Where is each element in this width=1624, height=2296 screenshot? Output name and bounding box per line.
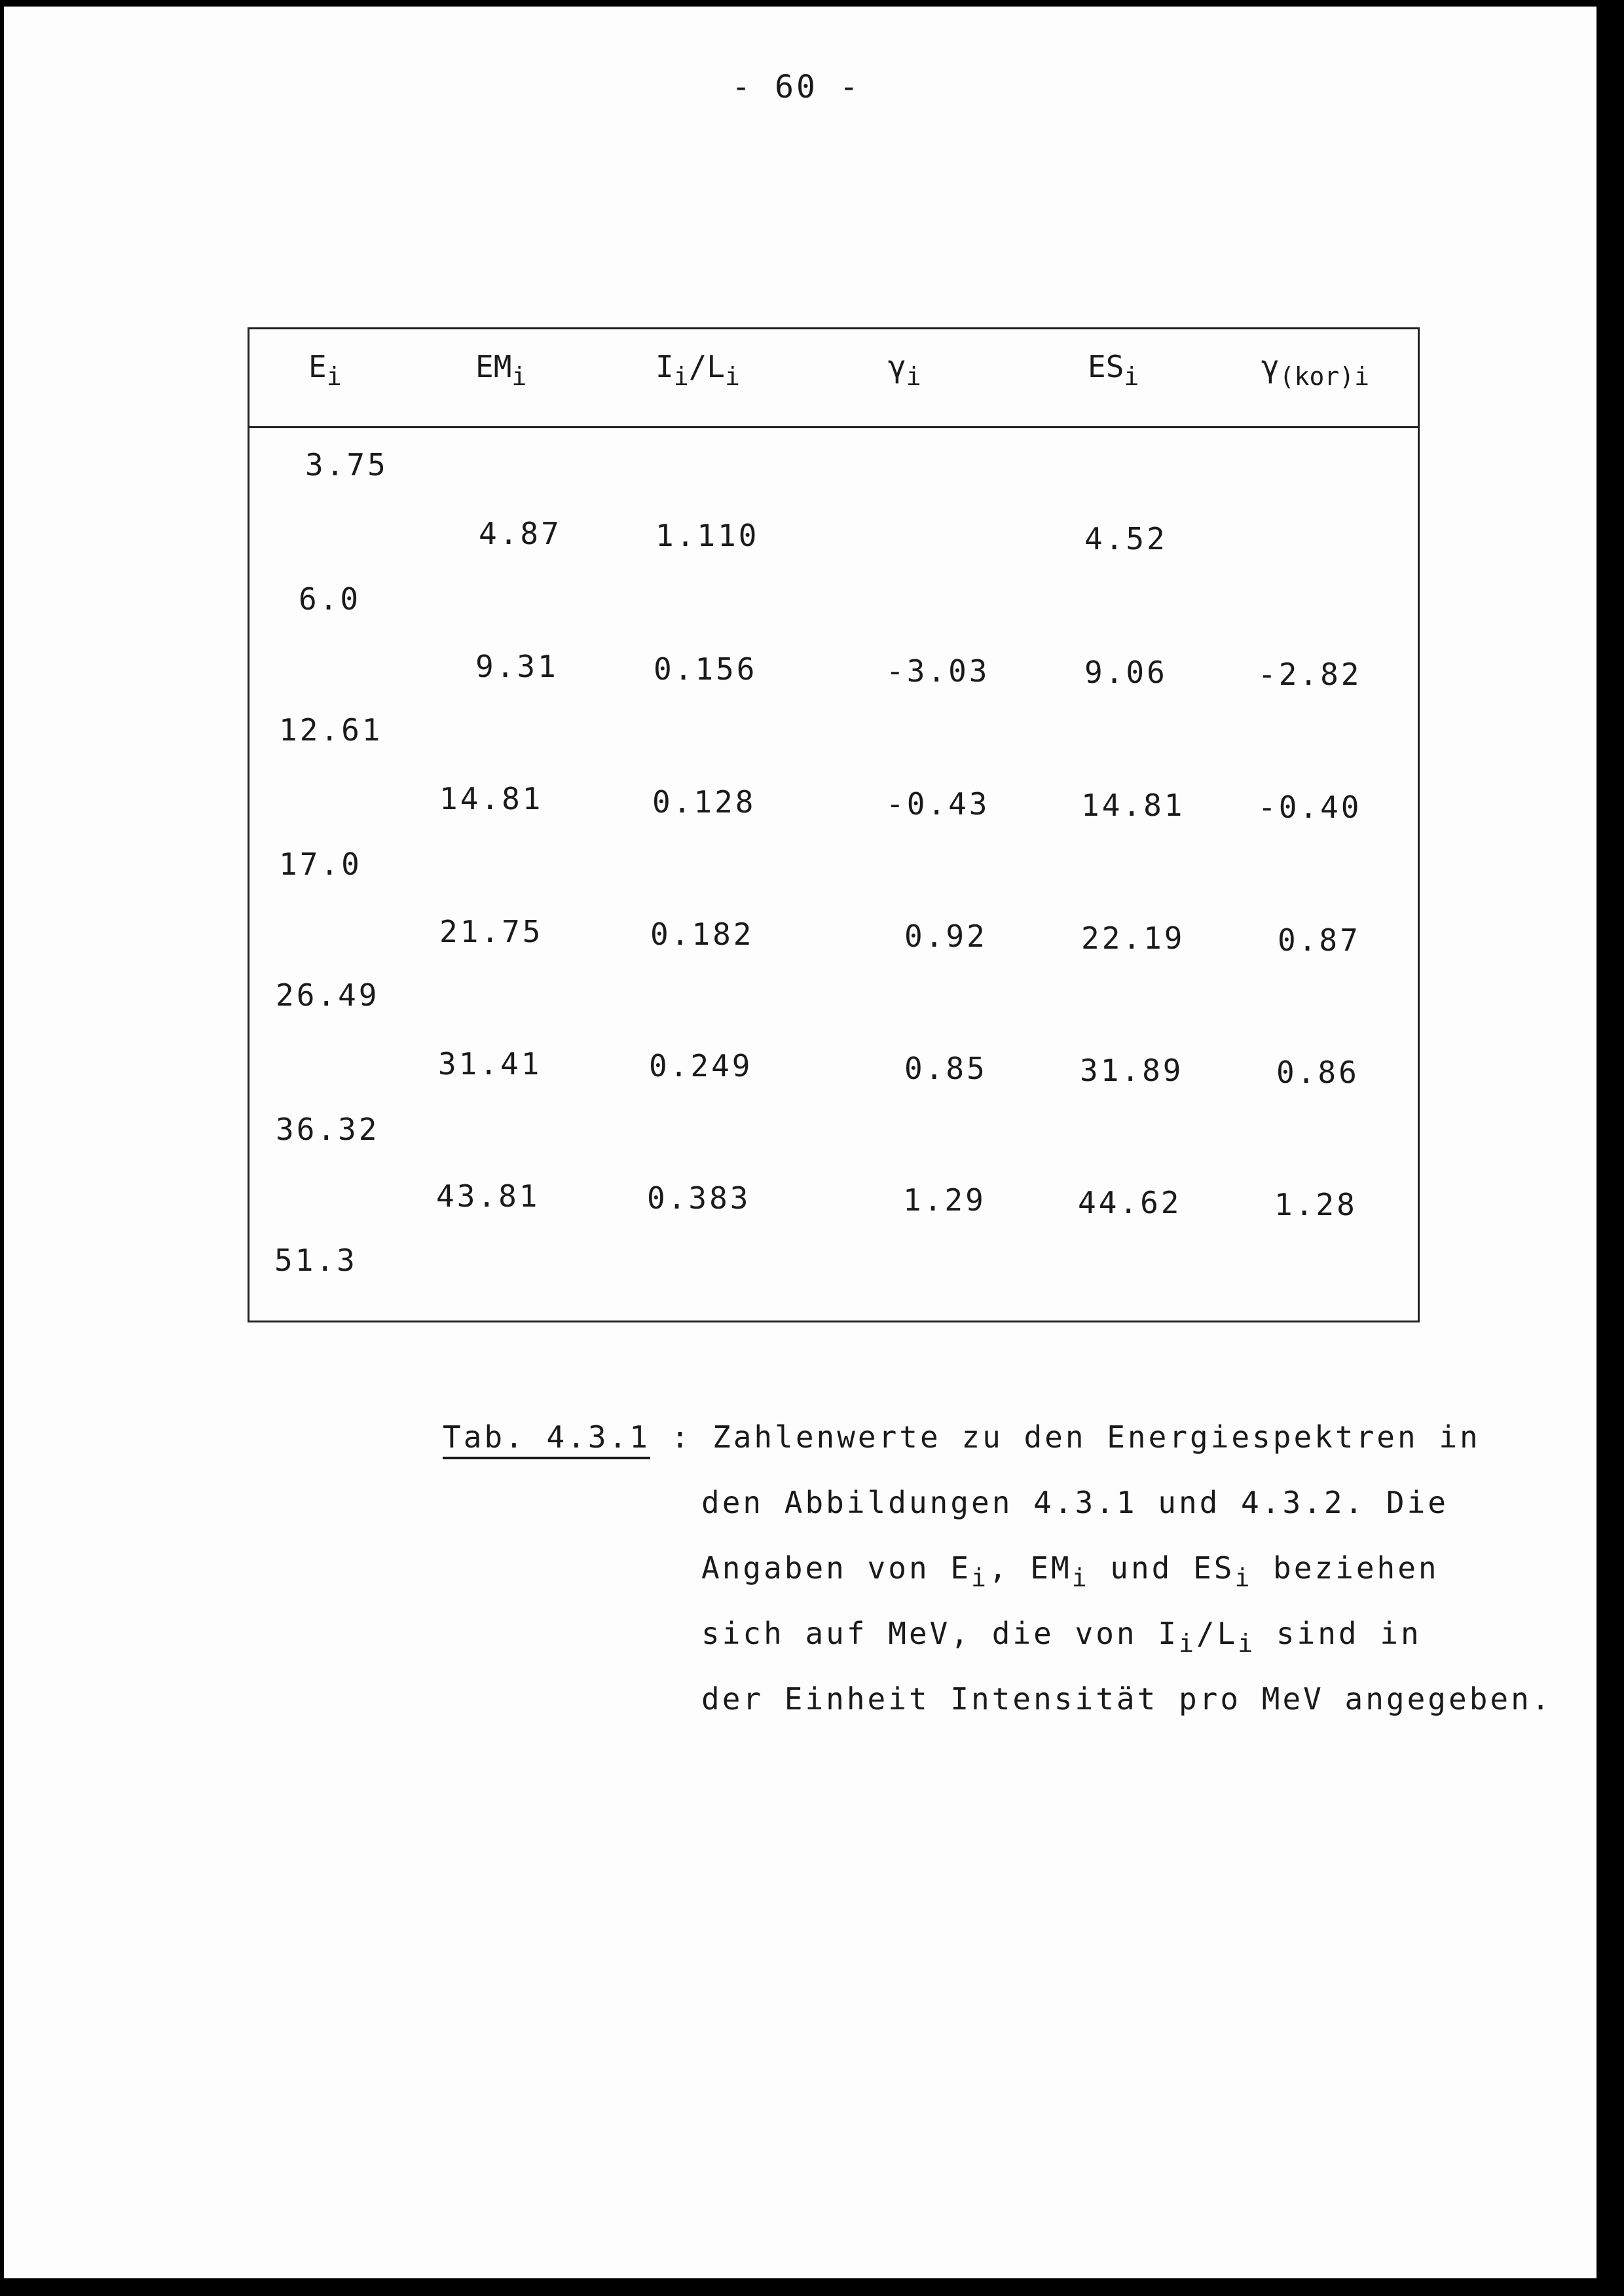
header-e: $E_i$	[308, 349, 342, 391]
il-value: 0.128	[652, 784, 756, 820]
caption-text-line-2: den Abbildungen 4.3.1 und 4.3.2. Die	[701, 1485, 1449, 1520]
caption-text-line-4: sich auf MeV, die von $I_i/L_i$ sind in	[701, 1616, 1422, 1658]
em-value: 21.75	[439, 914, 544, 949]
gamma-value: -3.03	[886, 653, 990, 689]
e-value: 3.75	[305, 447, 388, 483]
es-value: 31.89	[1080, 1053, 1184, 1088]
em-value: 14.81	[439, 781, 544, 816]
gamma-value: 0.92	[904, 919, 987, 954]
em-value: 4.87	[479, 516, 562, 551]
header-em: $EM_i$	[475, 349, 527, 391]
e-value: 51.3	[274, 1243, 358, 1278]
il-value: 0.383	[647, 1180, 751, 1216]
caption-label: Tab. 4.3.1	[443, 1419, 650, 1455]
e-value: 17.0	[279, 847, 362, 882]
e-value: 36.32	[276, 1112, 380, 1147]
em-value: 31.41	[438, 1046, 542, 1082]
gamma-value: 0.85	[904, 1051, 987, 1086]
gamma-kor-value: -2.82	[1258, 657, 1362, 692]
caption-text-line-1: : Zahlenwerte zu den Energiespektren in	[671, 1419, 1481, 1455]
header-gamma-kor: $\gamma_{(kor)i}$	[1261, 349, 1369, 391]
es-value: 9.06	[1084, 655, 1168, 690]
il-value: 0.156	[654, 651, 758, 687]
caption-text-line-5: der Einheit Intensität pro MeV angegeben.	[701, 1681, 1553, 1717]
es-value: 44.62	[1078, 1185, 1182, 1220]
es-value: 14.81	[1081, 788, 1185, 823]
gamma-value: 1.29	[903, 1182, 986, 1218]
il-value: 1.110	[655, 518, 760, 553]
data-table	[248, 327, 1420, 1322]
gamma-kor-value: 0.86	[1276, 1055, 1359, 1090]
em-value: 43.81	[436, 1178, 540, 1214]
header-il: $I_i/L_i$	[655, 349, 740, 391]
caption-text-line-3: Angaben von $E_i$, $EM_i$ und $ES_i$ beziehen	[701, 1550, 1439, 1592]
header-divider	[249, 426, 1418, 428]
gamma-kor-value: 1.28	[1274, 1187, 1357, 1222]
es-value: 4.52	[1084, 521, 1168, 556]
gamma-kor-value: -0.40	[1258, 790, 1362, 825]
il-value: 0.182	[650, 917, 754, 952]
es-value: 22.19	[1081, 920, 1185, 956]
document-page	[4, 7, 1596, 2278]
header-es: $ES_i$	[1088, 349, 1139, 391]
header-gamma: $\gamma_i$	[888, 349, 921, 391]
e-value: 12.61	[279, 712, 383, 748]
gamma-kor-value: 0.87	[1278, 922, 1361, 958]
gamma-value: -0.43	[886, 786, 990, 822]
e-value: 6.0	[299, 581, 361, 617]
caption-first-line	[443, 1404, 1481, 1470]
page-number: - 60 -	[731, 69, 861, 105]
e-value: 26.49	[276, 977, 380, 1013]
il-value: 0.249	[649, 1048, 753, 1084]
em-value: 9.31	[475, 649, 559, 684]
